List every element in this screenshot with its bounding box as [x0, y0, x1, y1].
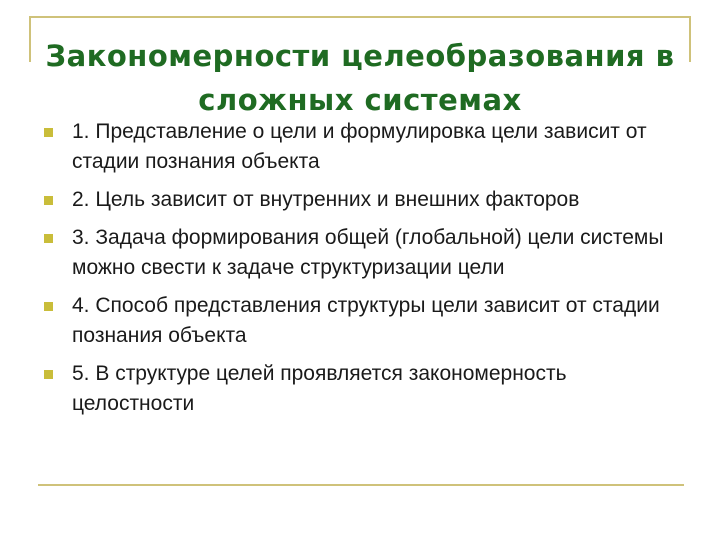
bullet-text: 5. В структуре целей проявляется закономерность целостности	[72, 362, 567, 415]
square-bullet-icon	[44, 370, 53, 379]
frame-top-line	[29, 16, 691, 18]
bullet-item	[42, 117, 682, 177]
square-bullet-icon	[44, 234, 53, 243]
bullet-item	[42, 359, 682, 419]
bullet-text: 1. Представление о цели и формулировка цели зависит от стадии познания объекта	[72, 120, 647, 173]
bullet-text: 4. Способ представления структуры цели зависит от стадии познания объекта	[72, 294, 660, 347]
frame-bottom-line	[38, 484, 684, 486]
bullet-text: 3. Задача формирования общей (глобальной) цели системы можно свести к задаче структуризации цели	[72, 226, 664, 279]
square-bullet-icon	[44, 302, 53, 311]
bullet-text: 2. Цель зависит от внутренних и внешних факторов	[72, 188, 580, 211]
bullet-item	[42, 291, 682, 351]
square-bullet-icon	[44, 128, 53, 137]
square-bullet-icon	[44, 196, 53, 205]
slide-title: Закономерности целеобразования в сложных системах	[45, 39, 675, 117]
bullet-item	[42, 185, 682, 215]
bullet-list	[42, 117, 682, 427]
bullet-item	[42, 223, 682, 283]
